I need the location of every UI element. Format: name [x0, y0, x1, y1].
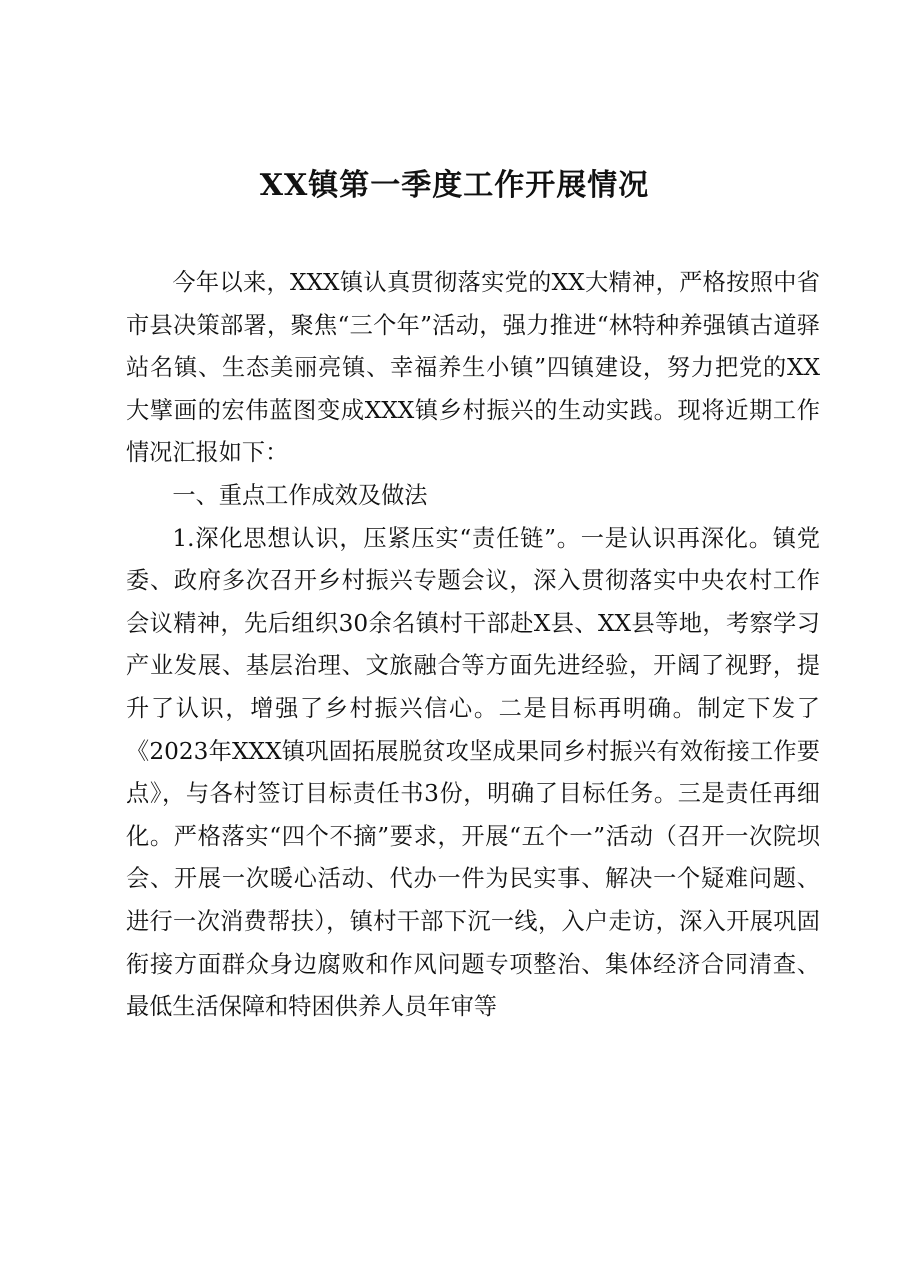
section-heading: 一、重点工作成效及做法 — [172, 481, 428, 509]
document-body — [126, 262, 820, 1029]
paragraph-item-1: 1.深化思想认识，压紧压实“责任链”。一是认识再深化。镇党委、政府多次召开乡村振兴专题会议，深入贯彻落实中央农村工作会议精神，先后组织30余名镇村干部赴X县、XX县等地，考察学习产业发展、基层治理、文旅融合等方面先进经验，开阔了视野，提升了认识，增强了乡村振兴信心。二是目标再明确。制定下发了《2023年XXX镇巩固拓展脱贫攻坚成果同乡村振兴有效衔接工作要点》，与各村签订目标责任书3份，明确了目标任务。三是责任再细化。严格落实“四个不摘”要求，开展“五个一”活动（召开一次院坝会、开展一次暖心活动、代办一件为民实事、解决一个疑难问题、进行一次消费帮扶），镇村干部下沉一线，入户走访，深入开展巩固衔接方面群众身边腐败和作风问题专项整治、集体经济合同清查、最低生活保障和特困供养人员年审等 — [126, 524, 820, 1021]
document-title: XX镇第一季度工作开展情况 — [259, 168, 650, 203]
paragraph-intro: 今年以来，XXX镇认真贯彻落实党的XX大精神，严格按照中省市县决策部署，聚焦“三个年”活动，强力推进“林特种养强镇古道驿站名镇、生态美丽亮镇、幸福养生小镇”四镇建设，努力把党的XX大擘画的宏伟蓝图变成XXX镇乡村振兴的生动实践。现将近期工作情况汇报如下： — [126, 269, 820, 467]
